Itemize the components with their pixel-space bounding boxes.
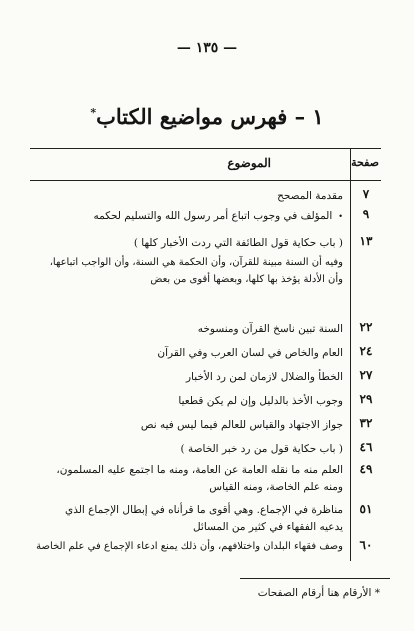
bullet-icon: • [338,212,343,221]
page-column-header: صفحة [351,156,379,169]
page-ref: ٤٩ [359,462,373,476]
topic-text: وصف فقهاء البلدان واختلافهم، وأن ذلك يمنع ادعاء الإجماع في علم الخاصة [36,541,343,552]
page-ref: ٩ [362,207,370,221]
topic-line: المؤلف في وجوب اتباع أمر رسول الله والتسليم لحكمه [93,210,333,222]
topic-column-header: الموضوع [227,156,271,170]
title-text: ١ – فهرس مواضيع الكتاب [96,104,324,129]
page-title [0,104,414,129]
topic-text: ( باب حكاية قول من رد خبر الخاصة ) [180,443,343,455]
page-ref: ١٣ [359,234,373,248]
page-ref: ٢٩ [359,392,373,406]
topic-text [40,207,343,226]
page-ref: ٤٦ [359,440,373,454]
page-ref: ٥١ [359,502,373,516]
topic-heading: ( باب حكاية قول الطائفة التي ردت الأخبار كلها ) [133,237,343,249]
topic-text: العام والخاص في لسان العرب وفي القرآن [157,347,343,359]
topic-text: وجوب الأخذ بالدليل وإن لم يكن قطعيا [178,395,343,407]
table-header-rule [30,180,381,181]
topic-description: وفيه أن السنة مبينة للقرآن، وأن الحكمة هي السنة، وأن الواجب اتباعها، وأن الأدلة يؤخذ بها كلها، وبعضها أقوى من بعض [49,257,343,285]
footnote: * الأرقام هنا أرقام الصفحات [257,587,380,599]
page-ref: ٢٤ [359,344,373,358]
title-footnote-mark: * [90,106,97,119]
topic-text: السنة تبين ناسخ القرآن ومنسوخه [197,323,343,335]
page-ref: ٢٢ [359,320,373,334]
page-ref: ٧ [362,187,370,201]
topic-text: العلم منه ما نقله العامة عن العامة، ومنه ما اجتمع عليه المسلمون، ومنه علم الخاصة، ومنه القياس [56,464,343,493]
table-top-rule [30,148,381,149]
page-number: — ١٣٥ — [176,40,238,56]
page-ref: ٦٠ [359,538,373,552]
page-ref: ٣٢ [359,416,373,430]
topic-text: جواز الاجتهاد والقياس للعالم فيما ليس فيه نص [140,419,343,431]
topic-text: مناظرة في الإجماع. وهي أقوى ما قرأناه في إبطال الإجماع الذي يدعيه الفقهاء في كثير من المسائل [64,504,343,533]
footnote-rule [240,578,390,579]
page-ref: ٢٧ [359,368,373,382]
topic-text: مقدمة المصحح [277,190,343,202]
contents-table [30,148,381,561]
topic-text: الخطأ والضلال لازمان لمن رد الأخبار [185,371,343,383]
